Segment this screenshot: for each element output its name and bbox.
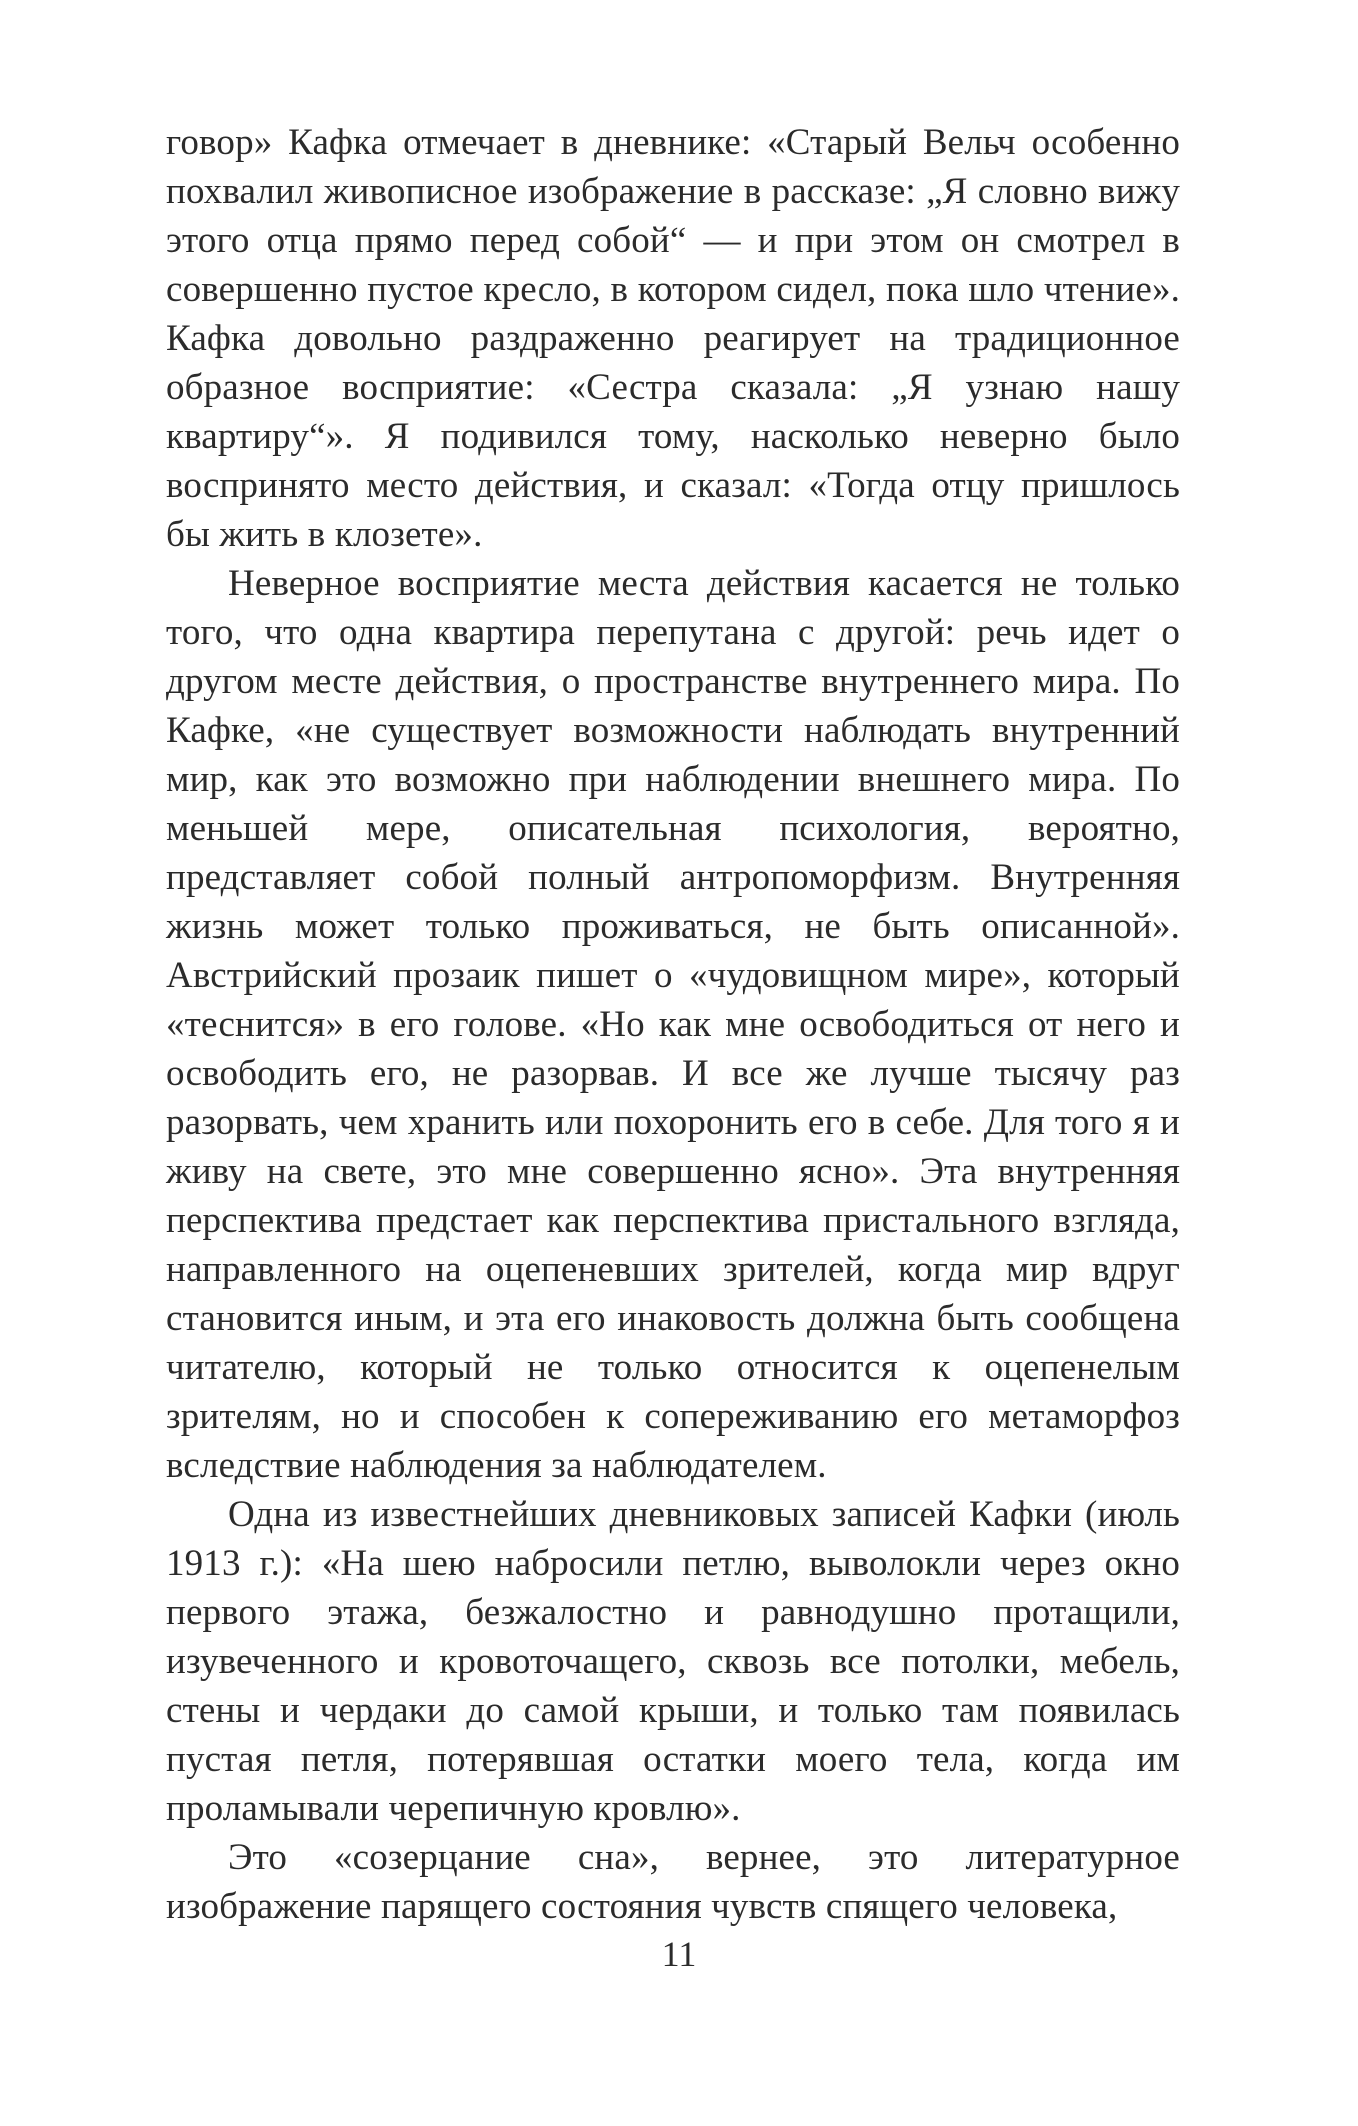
- page-body: [166, 118, 1180, 1931]
- page-number: 11: [661, 1934, 697, 1974]
- paragraph-1: говор» Кафка отмечает в дневнике: «Старый Вельч особенно похвалил живописное изображение в рассказе: „Я словно вижу этого отца прямо перед собой“ — и при этом он смотрел в совершенно пустое кресло, в котором сидел, пока шло чтение». Кафка довольно раздраженно реагирует на традиционное образное восприятие: «Сестра сказала: „Я узнаю нашу квартиру“». Я подивился тому, насколько неверно было воспринято место действия, и сказал: «Тогда отцу пришлось бы жить в клозете».: [166, 122, 1180, 555]
- paragraph-4: Это «созерцание сна», вернее, это литературное изображение парящего состояния чувств спящего человека,: [166, 1837, 1180, 1927]
- paragraph-3: Одна из известнейших дневниковых записей Кафки (июль 1913 г.): «На шею набросили петлю, выволокли через окно первого этажа, безжалостно и равнодушно протащили, изувеченного и кровоточащего, сквозь все потолки, мебель, стены и чердаки до самой крыши, и только там появилась пустая петля, потерявшая остатки моего тела, когда им проламывали черепичную кровлю».: [166, 1494, 1180, 1829]
- paragraph-2: Неверное восприятие места действия касается не только того, что одна квартира перепутана с другой: речь идет о другом месте действия, о пространстве внутреннего мира. По Кафке, «не существует возможности наблюдать внутренний мир, как это возможно при наблюдении внешнего мира. По меньшей мере, описательная психология, вероятно, представляет собой полный антропоморфизм. Внутренняя жизнь может только проживаться, не быть описанной». Австрийский прозаик пишет о «чудовищном мире», который «теснится» в его голове. «Но как мне освободиться от него и освободить его, не разорвав. И все же лучше тысячу раз разорвать, чем хранить или похоронить его в себе. Для того я и живу на свете, это мне совершенно ясно». Эта внутренняя перспектива предстает как перспектива пристального взгляда, направленного на оцепеневших зрителей, когда мир вдруг становится иным, и эта его инаковость должна быть сообщена читателю, который не только относится к оцепенелым зрителям, но и способен к сопереживанию его метаморфоз вследствие наблюдения за наблюдателем.: [166, 563, 1180, 1486]
